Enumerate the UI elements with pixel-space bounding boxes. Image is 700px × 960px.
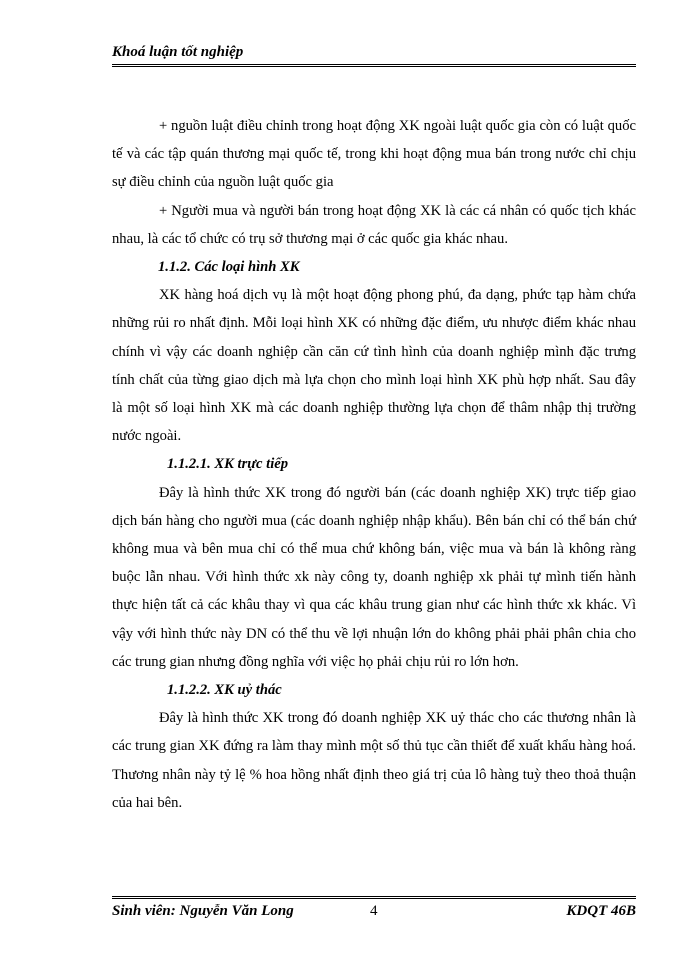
document-body [112,112,636,817]
page-footer [112,896,636,925]
heading-direct-export: 1.1.2.1. XK trực tiếp [167,456,289,473]
footer-page-number: 4 [370,903,378,919]
header-title: Khoá luận tốt nghiệp [112,44,244,60]
footer-class-code: KDQT 46B [566,903,636,919]
page-header [112,44,636,67]
paragraph-buyers-sellers: + Người mua và người bán trong hoạt động XK là các cá nhân có quốc tịch khác nhau, là các tổ chức có trụ sở thương mại ở các quốc gia khác nhau. [112,202,636,247]
paragraph-export-types: XK hàng hoá dịch vụ là một hoạt động phong phú, đa dạng, phức tạp hàm chứa những rủi ro nhất định. Mỗi loại hình XK có những đặc điểm, ưu nhược điểm khác nhau chính vì vậy các doanh nghiệp cần căn cứ tình hình của doanh nghiệp mình đặc trưng tính chất của từng giao dịch mà lựa chọn cho mình loại hình XK phù hợp nhất. Sau đây là một số loại hình XK mà các doanh nghiệp thường lựa chọn để thâm nhập thị trường nước ngoài. [112,287,636,445]
footer-student-name: Sinh viên: Nguyễn Văn Long [112,903,294,919]
heading-export-types: 1.1.2. Các loại hình XK [158,259,300,276]
heading-entrusted-export: 1.1.2.2. XK uỷ thác [167,682,282,699]
paragraph-legal-sources: + nguồn luật điều chỉnh trong hoạt động XK ngoài luật quốc gia còn có luật quốc tế và các tập quán thương mại quốc tế, trong khi hoạt động mua bán trong nước chỉ chịu sự điều chỉnh của nguồn luật quốc gia [112,118,636,191]
paragraph-entrusted-export: Đây là hình thức XK trong đó doanh nghiệp XK uỷ thác cho các thương nhân là các trung gian XK đứng ra làm thay mình một số thủ tục cần thiết để xuất khẩu hàng hoá. Thương nhân này tỷ lệ % hoa hồng nhất định theo giá trị của lô hàng tuỳ theo thoả thuận của hai bên. [112,710,636,811]
paragraph-direct-export: Đây là hình thức XK trong đó người bán (các doanh nghiệp XK) trực tiếp giao dịch bán hàng cho người mua (các doanh nghiệp nhập khẩu). Bên bán chỉ có thể bán chứ không mua và bên mua chỉ có thể mua chứ không bán, việc mua và bán là không ràng buộc lẫn nhau. Với hình thức xk này công ty, doanh nghiệp xk phải tự mình tiến hành thực hiện tất cả các khâu thay vì qua các khâu trung gian như các hình thức xk khác. Vì vậy với hình thức này DN có thể thu về lợi nhuận lớn do không phải phải phân chia cho các trung gian nhưng đồng nghĩa với việc họ phải chịu rủi ro lớn hơn. [112,484,636,670]
